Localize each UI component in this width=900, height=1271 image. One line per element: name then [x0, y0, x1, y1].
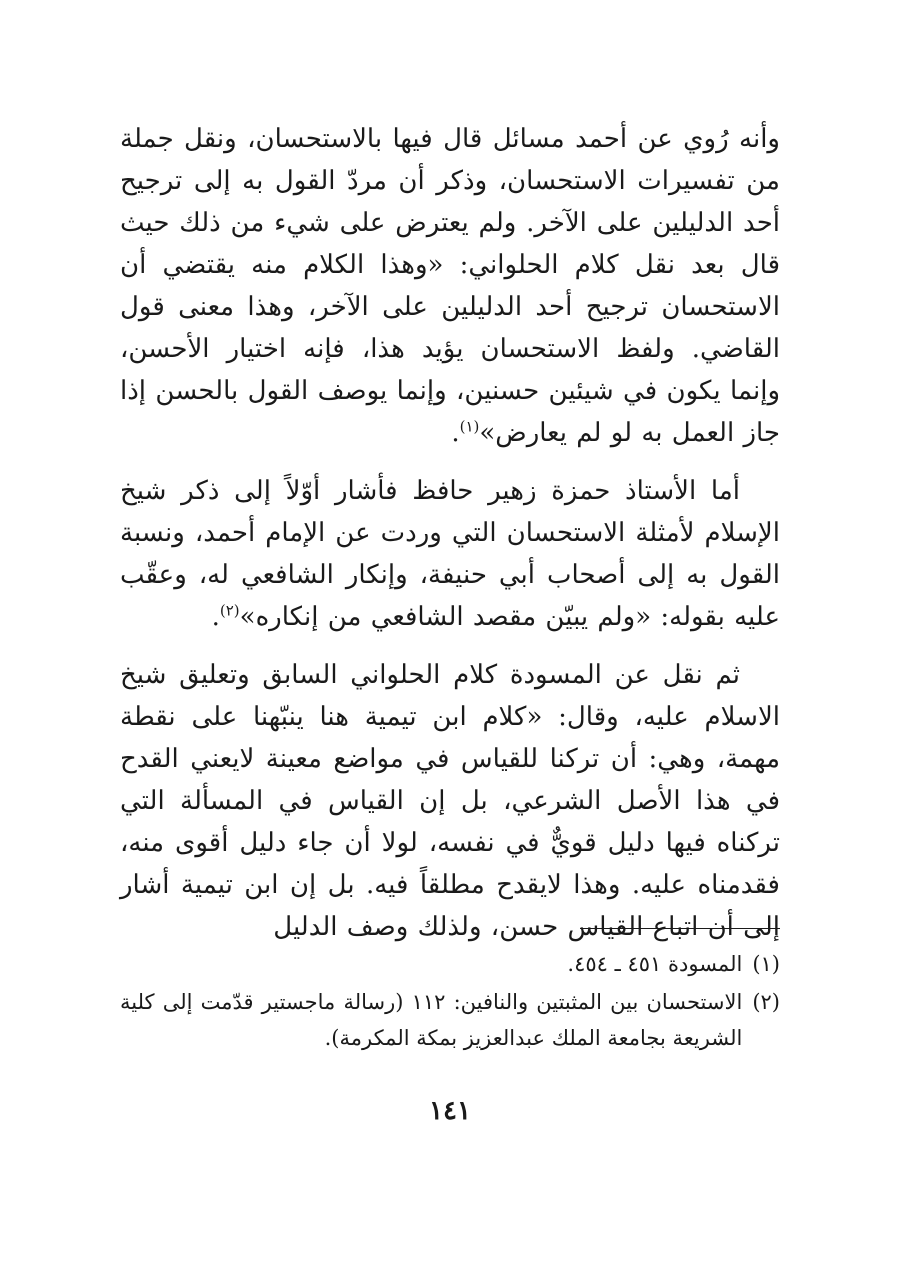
footnote-ref-1: (١) — [459, 417, 480, 436]
paragraph-3-text: ثم نقل عن المسودة كلام الحلواني السابق وتعليق شيخ الاسلام عليه، وقال: «كلام ابن تيمية هنا ينبّهنا على نقطة مهمة، وهي: أن تركنا للقياس في مواضع معينة لايعني القدح في هذا الأصل الشرعي، بل إن القياس في المسألة التي تركناه فيها دليل قويٌّ في نفسه، لولا أن جاء دليل أقوى منه، فقدمناه عليه. وهذا لايقدح مطلقاً فيه. بل إن ابن تيمية أشار إلى أن اتباع القياس حسن، ولذلك وصف الدليل — [120, 660, 780, 942]
book-page — [120, 118, 780, 1238]
footnote-1-text: المسودة ٤٥١ ـ ٤٥٤. — [567, 952, 743, 976]
footnotes — [120, 946, 780, 1058]
paragraph-1-end: . — [451, 418, 460, 448]
paragraph-2-end: . — [211, 602, 220, 632]
paragraph-1-text: وأنه رُوي عن أحمد مسائل قال فيها بالاستحسان، ونقل جملة من تفسيرات الاستحسان، وذكر أن مردّ القول به إلى ترجيح أحد الدليلين على الآخر. ولم يعترض على شيء من ذلك حيث قال بعد نقل كلام الحلواني: «وهذا الكلام منه يقتضي أن الاستحسان ترجيح أحد الدليلين على الآخر، وهذا معنى قول القاضي. ولفظ الاستحسان يؤيد هذا، فإنه اختيار الأحسن، وإنما يكون في شيئين حسنين، وإنما يوصف القول بالحسن إذا جاز العمل به لو لم يعارض» — [120, 124, 780, 448]
footnote-1 — [120, 946, 780, 982]
footnote-1-number: (١) — [752, 952, 780, 976]
paragraph-3 — [120, 654, 780, 948]
paragraph-2-text: أما الأستاذ حمزة زهير حافظ فأشار أوّلاً إلى ذكر شيخ الإسلام لأمثلة الاستحسان التي وردت عن الإمام أحمد، ونسبة القول به إلى أصحاب أبي حنيفة، وإنكار الشافعي له، وعقّب عليه بقوله: «ولم يبيّن مقصد الشافعي من إنكاره» — [120, 476, 780, 632]
footnote-2-text: الاستحسان بين المثبتين والنافين: ١١٢ (رسالة ماجستير قدّمت إلى كلية الشريعة بجامعة الملك عبدالعزيز بمكة المكرمة). — [120, 990, 743, 1050]
paragraph-1 — [120, 118, 780, 454]
footnote-separator — [580, 928, 780, 929]
footnote-2 — [120, 984, 780, 1056]
paragraph-2 — [120, 470, 780, 638]
page-number: ١٤١ — [429, 1096, 471, 1126]
footnote-2-number: (٢) — [752, 990, 780, 1014]
footnote-ref-2: (٢) — [219, 601, 240, 620]
